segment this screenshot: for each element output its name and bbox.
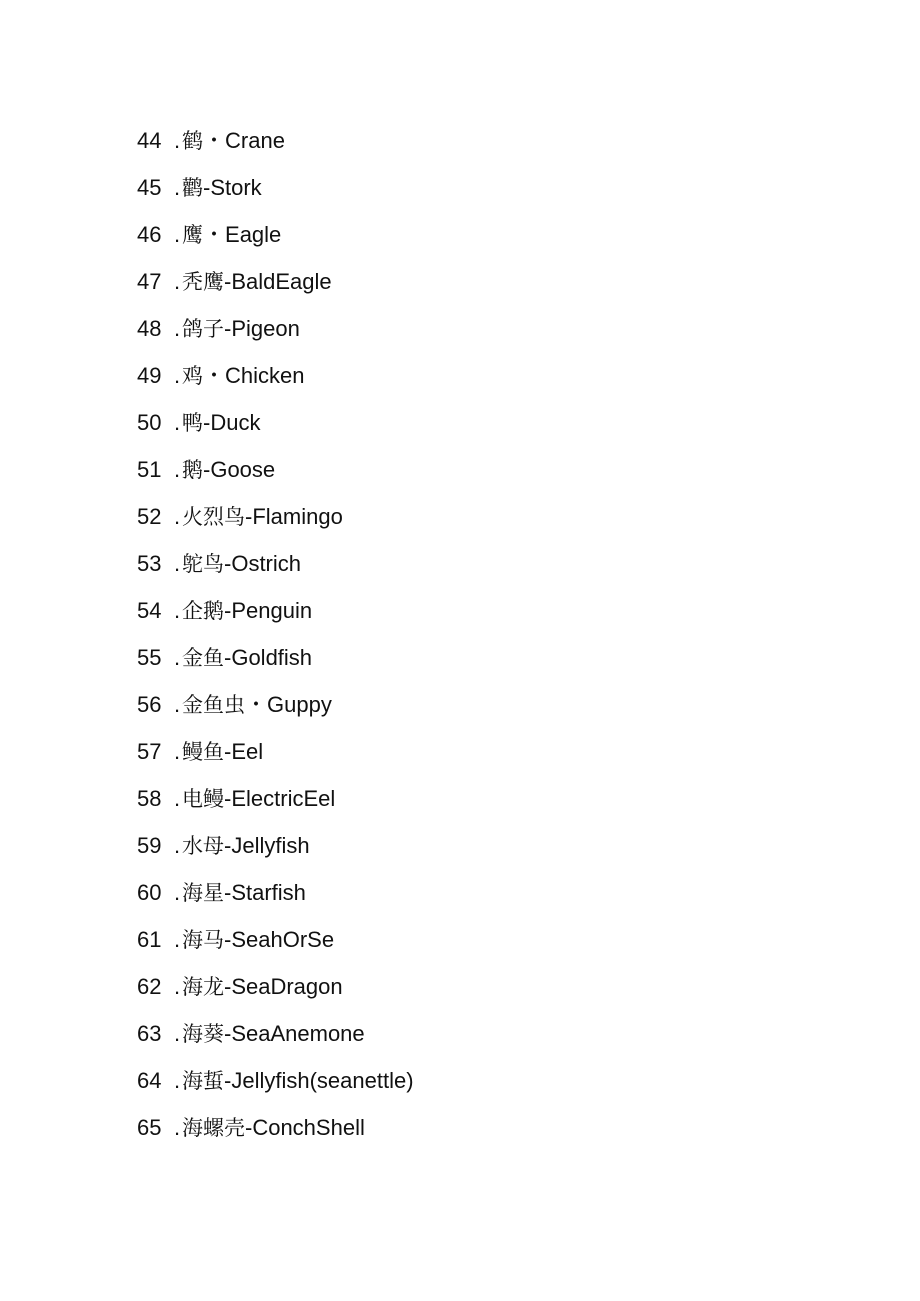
item-number: 59 [137, 832, 162, 858]
item-number: 63 [137, 1020, 162, 1046]
item-dot: . [174, 832, 181, 858]
english-term: SeaAnemone [231, 1020, 365, 1046]
list-item [137, 352, 414, 399]
item-dot: . [174, 550, 181, 576]
item-number: 56 [137, 691, 162, 717]
item-dot: . [174, 456, 181, 482]
item-number: 51 [137, 456, 162, 482]
list-item [137, 963, 414, 1010]
chinese-term: 金鱼虫 [182, 692, 245, 717]
chinese-term: 鹰 [182, 222, 203, 247]
item-dot: . [174, 738, 181, 764]
separator: - [224, 785, 232, 811]
separator: - [224, 597, 232, 623]
list-item [137, 117, 414, 164]
english-term: ElectricEel [231, 785, 336, 811]
item-dot: . [174, 268, 181, 294]
item-dot: . [174, 1020, 181, 1046]
english-term: Duck [210, 409, 261, 435]
list-item [137, 634, 414, 681]
list-item [137, 446, 414, 493]
item-number: 52 [137, 503, 162, 529]
list-item [137, 681, 414, 728]
item-dot: . [174, 785, 181, 811]
english-term: Stork [210, 174, 262, 200]
list-item [137, 258, 414, 305]
chinese-term: 鸡 [182, 363, 203, 388]
item-dot: . [174, 644, 181, 670]
english-term: Jellyfish(seanettle) [231, 1067, 414, 1093]
item-number: 53 [137, 550, 162, 576]
list-item [137, 1104, 414, 1151]
english-term: Penguin [231, 597, 313, 623]
english-term: SeaDragon [231, 973, 343, 999]
vocabulary-list [137, 117, 414, 1151]
separator: ・ [203, 362, 226, 388]
english-term: Goose [210, 456, 276, 482]
list-item [137, 164, 414, 211]
english-term: BaldEagle [231, 268, 332, 294]
separator: - [224, 832, 232, 858]
chinese-term: 秃鹰 [182, 269, 224, 294]
chinese-term: 金鱼 [182, 645, 224, 670]
chinese-term: 水母 [182, 833, 224, 858]
item-dot: . [174, 1114, 181, 1140]
chinese-term: 鸭 [182, 410, 203, 435]
english-term: Ostrich [231, 550, 302, 576]
english-term: Flamingo [252, 503, 343, 529]
chinese-term: 鹳 [182, 175, 203, 200]
chinese-term: 鸽子 [182, 316, 224, 341]
english-term: Starfish [231, 879, 306, 905]
item-dot: . [174, 503, 181, 529]
item-dot: . [174, 1067, 181, 1093]
english-term: SeahOrSe [231, 926, 335, 952]
english-term: Goldfish [231, 644, 313, 670]
list-item [137, 916, 414, 963]
english-term: Pigeon [231, 315, 300, 341]
item-number: 57 [137, 738, 162, 764]
list-item [137, 775, 414, 822]
item-dot: . [174, 127, 181, 153]
separator: - [224, 550, 232, 576]
chinese-term: 火烈鸟 [182, 504, 245, 529]
item-dot: . [174, 362, 181, 388]
list-item [137, 211, 414, 258]
separator: ・ [203, 221, 226, 247]
item-number: 54 [137, 597, 162, 623]
item-number: 49 [137, 362, 162, 388]
chinese-term: 海星 [182, 880, 224, 905]
list-item [137, 1010, 414, 1057]
chinese-term: 鸵鸟 [182, 551, 224, 576]
separator: - [203, 409, 211, 435]
english-term: Guppy [267, 691, 332, 717]
english-term: Eel [231, 738, 264, 764]
item-number: 58 [137, 785, 162, 811]
item-number: 60 [137, 879, 162, 905]
separator: ・ [245, 691, 268, 717]
chinese-term: 海龙 [182, 974, 224, 999]
list-item [137, 493, 414, 540]
item-dot: . [174, 221, 181, 247]
separator: - [245, 503, 253, 529]
chinese-term: 海葵 [182, 1021, 224, 1046]
item-dot: . [174, 973, 181, 999]
separator: - [203, 456, 211, 482]
list-item [137, 822, 414, 869]
chinese-term: 海马 [182, 927, 224, 952]
item-number: 48 [137, 315, 162, 341]
chinese-term: 鹅 [182, 457, 203, 482]
chinese-term: 海螺壳 [182, 1115, 245, 1140]
separator: - [224, 268, 232, 294]
separator: - [224, 926, 232, 952]
english-term: ConchShell [252, 1114, 365, 1140]
list-item [137, 869, 414, 916]
separator: - [224, 315, 232, 341]
list-item [137, 728, 414, 775]
english-term: Jellyfish [231, 832, 310, 858]
english-term: Eagle [225, 221, 282, 247]
item-dot: . [174, 174, 181, 200]
item-dot: . [174, 879, 181, 905]
item-dot: . [174, 926, 181, 952]
list-item [137, 540, 414, 587]
separator: - [224, 644, 232, 670]
separator: - [224, 1020, 232, 1046]
separator: - [203, 174, 211, 200]
item-number: 62 [137, 973, 162, 999]
separator: - [224, 879, 232, 905]
separator: - [224, 738, 232, 764]
chinese-term: 海蜇 [182, 1068, 224, 1093]
item-number: 47 [137, 268, 162, 294]
chinese-term: 电鳗 [182, 786, 224, 811]
item-dot: . [174, 597, 181, 623]
english-term: Chicken [225, 362, 305, 388]
item-number: 45 [137, 174, 162, 200]
list-item [137, 399, 414, 446]
separator: - [245, 1114, 253, 1140]
list-item [137, 1057, 414, 1104]
item-number: 61 [137, 926, 162, 952]
chinese-term: 鹤 [182, 128, 203, 153]
separator: - [224, 1067, 232, 1093]
list-item [137, 587, 414, 634]
separator: - [224, 973, 232, 999]
item-number: 44 [137, 127, 162, 153]
list-item [137, 305, 414, 352]
item-number: 46 [137, 221, 162, 247]
chinese-term: 企鹅 [182, 598, 224, 623]
item-dot: . [174, 691, 181, 717]
chinese-term: 鳗鱼 [182, 739, 224, 764]
item-number: 55 [137, 644, 162, 670]
item-number: 50 [137, 409, 162, 435]
separator: ・ [203, 127, 226, 153]
item-number: 64 [137, 1067, 162, 1093]
item-dot: . [174, 409, 181, 435]
item-number: 65 [137, 1114, 162, 1140]
english-term: Crane [225, 127, 285, 153]
item-dot: . [174, 315, 181, 341]
